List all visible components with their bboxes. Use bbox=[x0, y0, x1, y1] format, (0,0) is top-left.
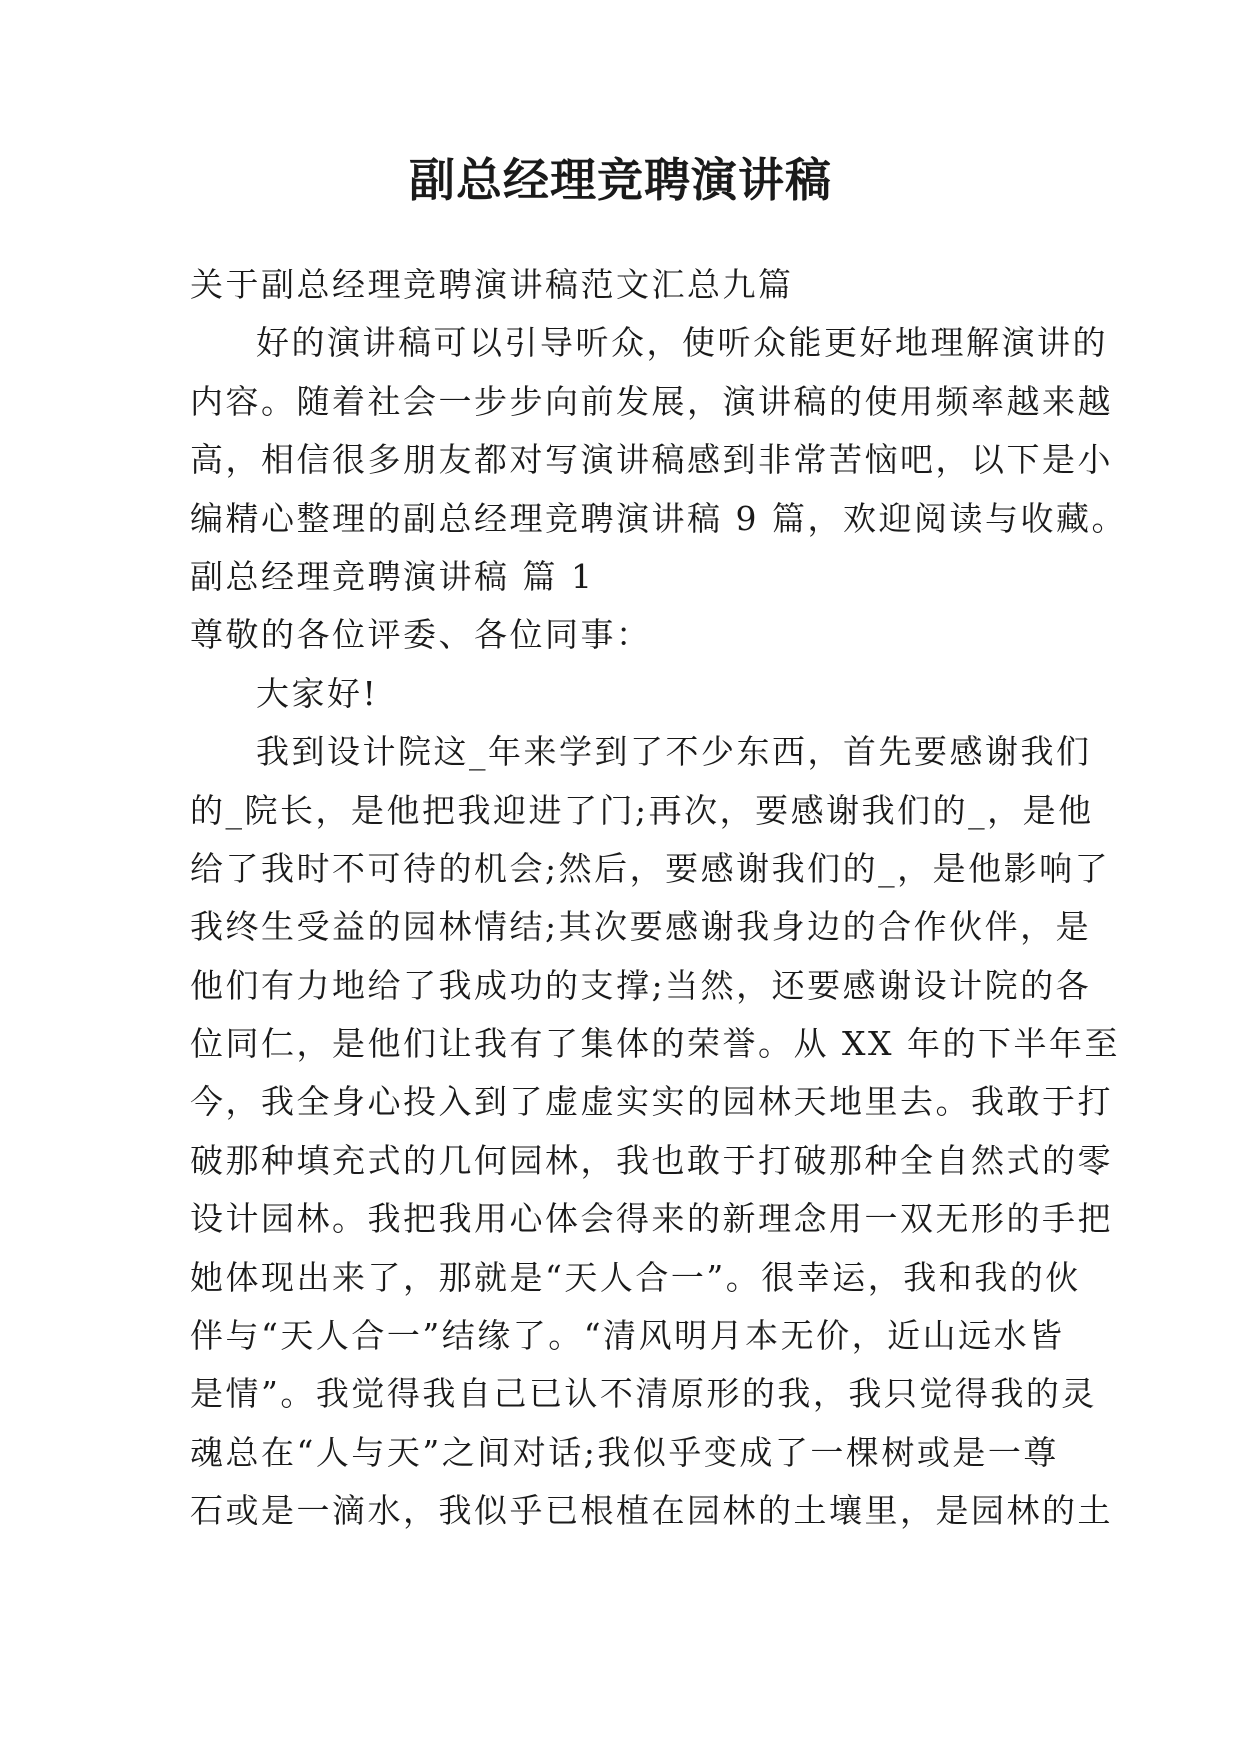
document-body bbox=[190, 256, 1127, 1541]
text-line: 大家好! bbox=[256, 673, 379, 713]
text-line: 她体现出来了，那就是“天人合一”。很幸运，我和我的伙 bbox=[190, 1257, 1081, 1297]
text-line: 伴与“天人合一”结缘了。“清风明月本无价，近山远水皆 bbox=[190, 1316, 1065, 1356]
text-line: 魂总在“人与天”之间对话;我似乎变成了一棵树或是一尊 bbox=[190, 1432, 1059, 1472]
text-line: 破那种填充式的几何园林，我也敢于打破那种全自然式的零 bbox=[190, 1140, 1113, 1180]
document-title: 副总经理竞聘演讲稿 bbox=[409, 153, 832, 207]
text-line: 尊敬的各位评委、各位同事： bbox=[190, 615, 652, 655]
text-line: 内容。随着社会一步步向前发展，演讲稿的使用频率越来越 bbox=[190, 381, 1113, 421]
text-line: 给了我时不可待的机会;然后，要感谢我们的_，是他影响了 bbox=[190, 848, 1111, 888]
text-line: 设计园林。我把我用心体会得来的新理念用一双无形的手把 bbox=[190, 1199, 1113, 1239]
text-line: 的_院长，是他把我迎进了门;再次，要感谢我们的_，是他 bbox=[190, 790, 1094, 830]
text-line: 我终生受益的园林情结;其次要感谢我身边的合作伙伴，是 bbox=[190, 907, 1092, 947]
text-line: 今，我全身心投入到了虚虚实实的园林天地里去。我敢于打 bbox=[190, 1082, 1113, 1122]
text-line: 高，相信很多朋友都对写演讲稿感到非常苦恼吧，以下是小 bbox=[190, 440, 1113, 480]
text-line: 编精心整理的副总经理竞聘演讲稿 9 篇，欢迎阅读与收藏。 bbox=[190, 498, 1127, 538]
text-line: 关于副总经理竞聘演讲稿范文汇总九篇 bbox=[190, 265, 794, 304]
text-line: 是情”。我觉得我自己已认不清原形的我，我只觉得我的灵 bbox=[190, 1374, 1097, 1414]
text-line: 位同仁，是他们让我有了集体的荣誉。从 XX 年的下半年至 bbox=[190, 1024, 1120, 1064]
text-line: 石或是一滴水，我似乎已根植在园林的土壤里，是园林的土 bbox=[190, 1491, 1113, 1531]
text-line: 好的演讲稿可以引导听众，使听众能更好地理解演讲的 bbox=[256, 323, 1108, 363]
text-line: 副总经理竞聘演讲稿 篇 1 bbox=[190, 556, 595, 596]
text-line: 他们有力地给了我成功的支撑;当然，还要感谢设计院的各 bbox=[190, 965, 1092, 1005]
text-line: 我到设计院这_年来学到了不少东西，首先要感谢我们 bbox=[256, 732, 1092, 772]
